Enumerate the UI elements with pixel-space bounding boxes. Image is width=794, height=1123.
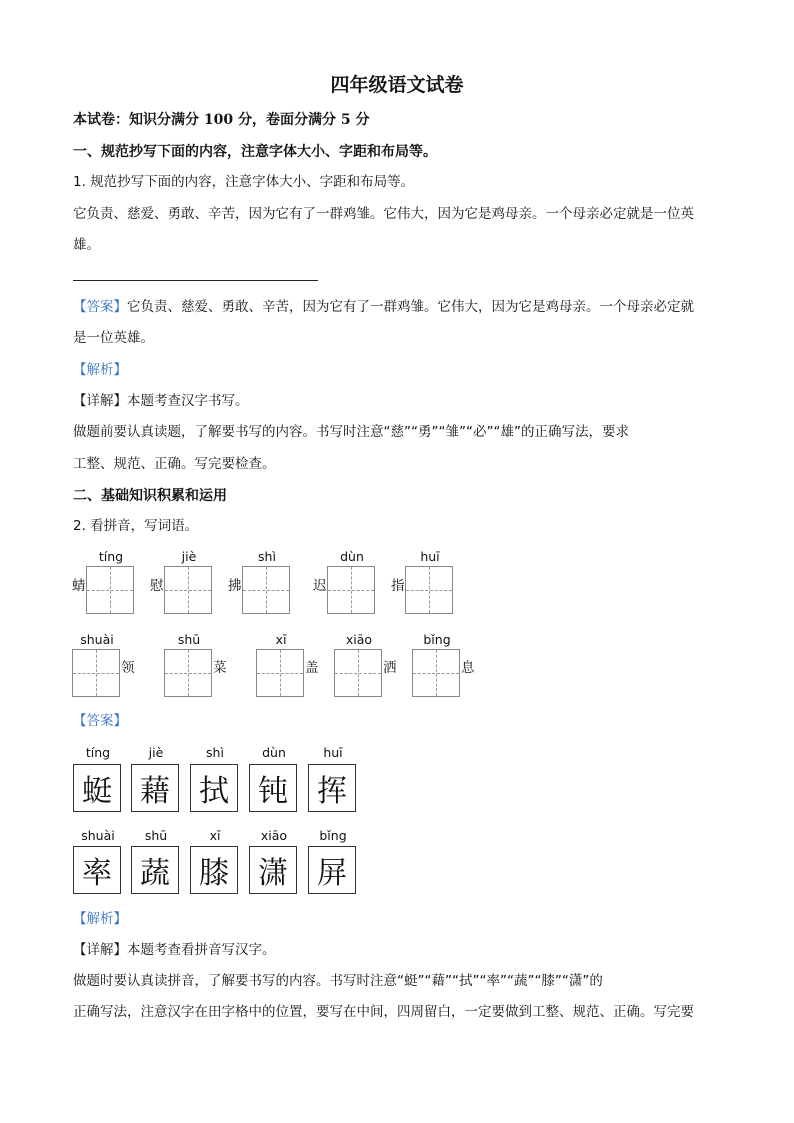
pinyin: bǐng <box>423 632 451 647</box>
tianzige-input[interactable] <box>72 649 120 697</box>
answer-box <box>190 764 238 812</box>
given-char: 领 <box>121 660 135 676</box>
pinyin: shì <box>206 745 224 760</box>
answer-box <box>308 846 356 894</box>
given-char: 拂 <box>228 578 242 594</box>
answer-box <box>73 846 121 894</box>
tianzige-input[interactable] <box>242 566 290 614</box>
explanation-2-line-1: 做题时要认真读拼音，了解要书写的内容。书写时注意“蜓”“藉”“拭”“率”“蔬”“膝”“潇”的 <box>73 973 603 989</box>
given-char: 盖 <box>305 660 319 676</box>
tianzige-input[interactable] <box>334 649 382 697</box>
question-2-label: 2. 看拼音，写词语。 <box>73 518 199 534</box>
pinyin: jiè <box>148 745 164 760</box>
pinyin: shuài <box>80 632 114 647</box>
pinyin: tíng <box>85 745 111 760</box>
pinyin: dùn <box>340 549 364 564</box>
pinyin: huī <box>323 745 343 760</box>
pinyin: xī <box>209 828 221 843</box>
pinyin: shū <box>177 632 201 647</box>
tianzige-input[interactable] <box>86 566 134 614</box>
question-1-label: 1. 规范抄写下面的内容，注意字体大小、字距和布局等。 <box>73 174 415 190</box>
given-char: 指 <box>391 578 405 594</box>
pinyin: jiè <box>181 549 197 564</box>
section1-heading: 一、规范抄写下面的内容，注意字体大小、字距和布局等。 <box>73 144 437 160</box>
answer-char: 膝 <box>199 856 229 891</box>
answer-box <box>131 846 179 894</box>
answer-box <box>249 846 297 894</box>
passage-line-2: 雄。 <box>73 237 100 253</box>
given-char: 息 <box>461 660 475 676</box>
pinyin: xiāo <box>345 632 373 647</box>
pinyin: xiāo <box>260 828 288 843</box>
answer-char: 屏 <box>317 856 347 891</box>
explanation-1-line-2: 工整、规范、正确。写完要检查。 <box>73 456 276 472</box>
copy-line[interactable] <box>73 280 318 281</box>
pinyin: shuài <box>81 828 115 843</box>
given-char: 迟 <box>313 578 327 594</box>
pinyin: huī <box>420 549 440 564</box>
pinyin: xī <box>275 632 287 647</box>
answer-char: 蔬 <box>140 856 170 891</box>
pinyin: shū <box>144 828 168 843</box>
tianzige-input[interactable] <box>327 566 375 614</box>
pinyin: dùn <box>262 745 286 760</box>
answer-1-line-1: 它负责、慈爱、勇敢、辛苦，因为它有了一群鸡雏。它伟大，因为它是鸡母亲。一个母亲必定就 <box>127 299 694 315</box>
answer-box <box>131 764 179 812</box>
tianzige-input[interactable] <box>256 649 304 697</box>
explanation-2-line-2: 正确写法，注意汉字在田字格中的位置，要写在中间，四周留白，一定要做到工整、规范、正确。写完要 <box>73 1004 694 1020</box>
detail-1 <box>73 391 249 411</box>
pinyin: tíng <box>98 549 124 564</box>
answer-char: 率 <box>82 856 112 891</box>
given-char: 洒 <box>383 660 397 676</box>
answer-box <box>308 764 356 812</box>
answer-box <box>249 764 297 812</box>
tianzige-input[interactable] <box>164 649 212 697</box>
answer-box <box>73 764 121 812</box>
detail-tag: 【详解】 <box>73 393 127 409</box>
section2-heading: 二、基础知识积累和运用 <box>73 488 227 504</box>
answer-tag-2: 【答案】 <box>73 713 127 729</box>
pinyin: bǐng <box>319 828 347 843</box>
analysis-tag-2: 【解析】 <box>73 911 127 927</box>
explanation-1-line-1: 做题前要认真读题，了解要书写的内容。书写时注意“慈”“勇”“雏”“必”“雄”的正确写法，要求 <box>73 424 629 440</box>
answer-tag: 【答案】 <box>73 299 127 315</box>
passage-line-1: 它负责、慈爱、勇敢、辛苦，因为它有了一群鸡雏。它伟大，因为它是鸡母亲。一个母亲必定就是一位英 <box>73 206 694 222</box>
answer-box <box>190 846 238 894</box>
detail-2-text: 本题考查看拼音写汉字。 <box>127 942 276 958</box>
exam-intro: 本试卷：知识分满分 100 分，卷面分满分 5 分 <box>73 112 370 128</box>
pinyin: shì <box>258 549 276 564</box>
page-title: 四年级语文试卷 <box>330 74 464 96</box>
detail-1-text: 本题考查汉字书写。 <box>127 393 249 409</box>
answer-1 <box>73 297 694 317</box>
answer-1-line-2: 是一位英雄。 <box>73 330 154 346</box>
given-char: 蜻 <box>72 578 86 594</box>
answer-char: 拭 <box>199 774 229 809</box>
answer-char: 藉 <box>140 774 170 809</box>
tianzige-input[interactable] <box>405 566 453 614</box>
tianzige-input[interactable] <box>164 566 212 614</box>
answer-char: 潇 <box>258 856 288 891</box>
answer-char: 挥 <box>317 774 347 809</box>
answer-char: 蜓 <box>82 774 112 809</box>
detail-2 <box>73 940 276 960</box>
analysis-tag-1: 【解析】 <box>73 362 127 378</box>
given-char: 菜 <box>213 660 227 676</box>
tianzige-input[interactable] <box>412 649 460 697</box>
given-char: 慰 <box>150 578 164 594</box>
answer-char: 钝 <box>258 774 288 809</box>
detail-tag: 【详解】 <box>73 942 127 958</box>
